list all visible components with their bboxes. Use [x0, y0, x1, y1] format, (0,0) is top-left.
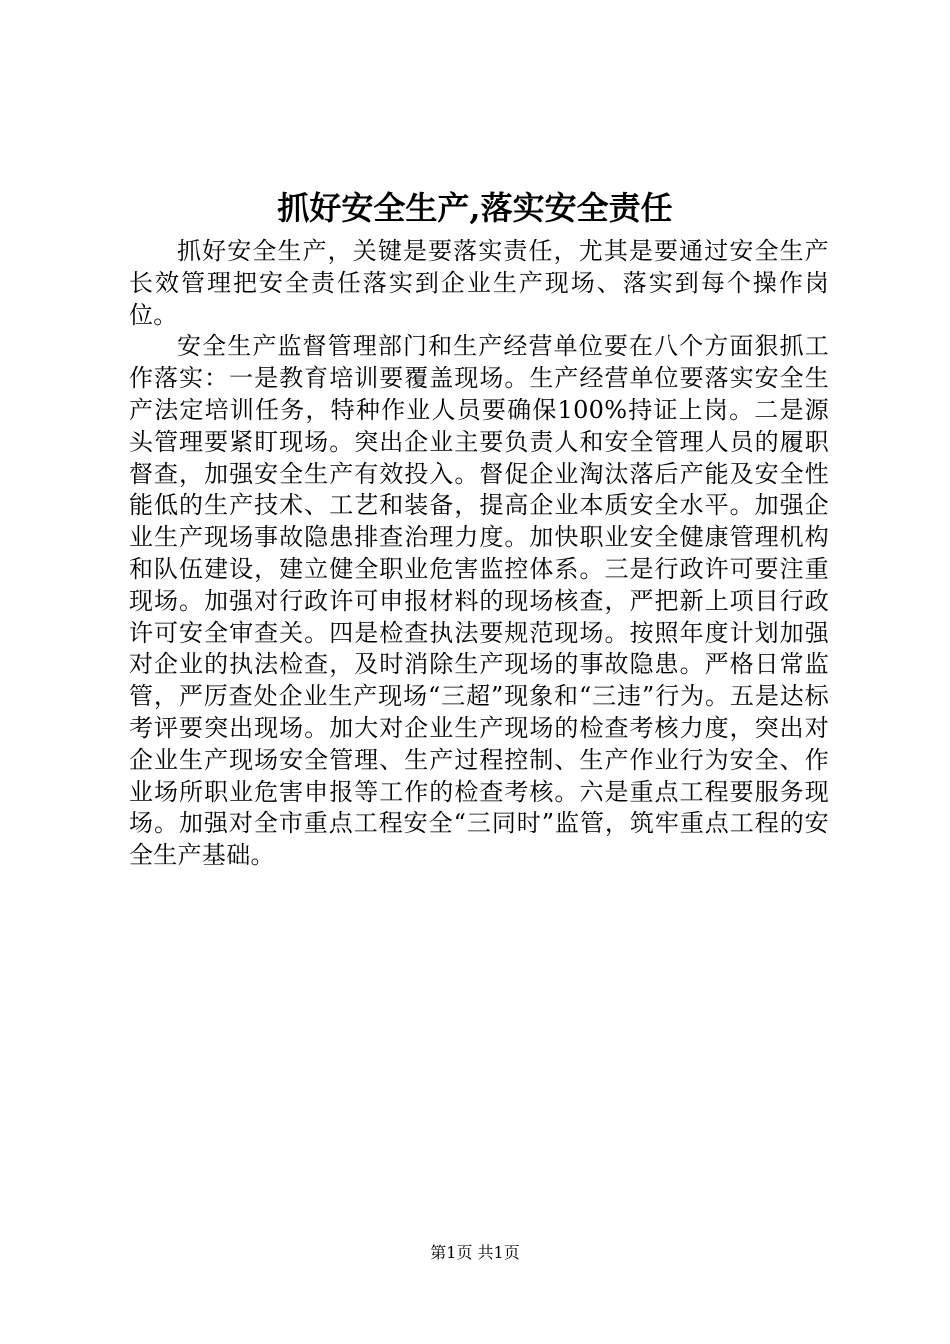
paragraph-main: 安全生产监督管理部门和生产经营单位要在八个方面狠抓工作落实：一是教育培训要覆盖现场。生产经营单位要落实安全生产法定培训任务，特种作业人员要确保100%持证上岗。二是源头管理要紧盯现场。突出企业主要负责人和安全管理人员的履职督查，加强安全生产有效投入。督促企业淘汰落后产能及安全性能低的生产技术、工艺和装备，提高企业本质安全水平。加强企业生产现场事故隐患排查治理力度。加快职业安全健康管理机构和队伍建设，建立健全职业危害监控体系。三是行政许可要注重现场。加强对行政许可申报材料的现场核查，严把新上项目行政许可安全审查关。四是检查执法要规范现场。按照年度计划加强对企业的执法检查，及时消除生产现场的事故隐患。严格日常监管，严厉查处企业生产现场“三超”现象和“三违”行为。五是达标考评要突出现场。加大对企业生产现场的检查考核力度，突出对企业生产现场安全管理、生产过程控制、生产作业行为安全、作业场所职业危害申报等工作的检查考核。六是重点工程要服务现场。加强对全市重点工程安全“三同时”监管，筑牢重点工程的安全生产基础。	[129, 332, 829, 870]
document-title: 抓好安全生产,落实安全责任	[277, 189, 673, 227]
page-footer: 第1页 共1页	[430, 1243, 520, 1262]
paragraph-intro: 抓好安全生产，关键是要落实责任，尤其是要通过安全生产长效管理把安全责任落实到企业生产现场、落实到每个操作岗位。	[129, 237, 829, 329]
document-body	[129, 236, 829, 872]
